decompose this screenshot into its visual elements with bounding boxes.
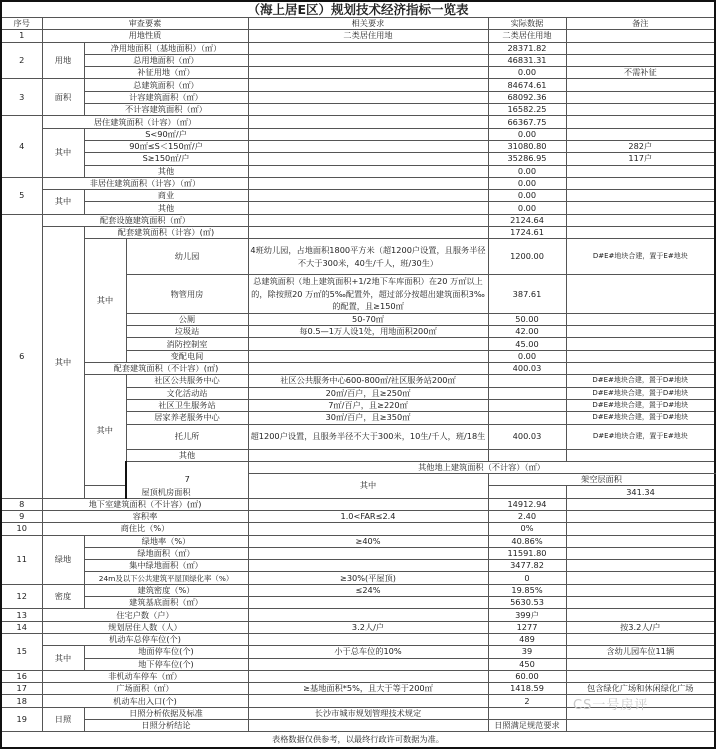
row-remark	[566, 54, 715, 66]
row-subgroup: 其中	[84, 239, 126, 363]
table-row	[1, 190, 715, 202]
row-req	[248, 350, 488, 362]
row-remark: 按3.2人/户	[566, 621, 715, 633]
row-actual: 0.00	[488, 165, 566, 177]
row-remark	[566, 177, 715, 189]
row-item: 90㎡≤S＜150㎡/户	[84, 140, 248, 152]
row-item: 物管用房	[126, 275, 248, 314]
row-actual: 0.00	[488, 177, 566, 189]
row-actual: 5630.53	[488, 597, 566, 609]
table-row	[1, 363, 715, 375]
row-item: 绿地率（%）	[84, 535, 248, 547]
header-no: 序号	[1, 18, 42, 30]
row-no: 11	[1, 535, 42, 584]
row-req	[248, 720, 488, 732]
row-actual: 16582.25	[488, 104, 566, 116]
row-actual: 11591.80	[488, 547, 566, 559]
table-row	[1, 375, 715, 387]
table-row	[1, 511, 715, 523]
row-req	[248, 214, 488, 226]
row-actual: 0.00	[488, 190, 566, 202]
row-remark	[566, 104, 715, 116]
row-item: 配套建筑面积（计容）(㎡)	[84, 227, 248, 239]
table-row	[1, 670, 715, 682]
row-remark	[566, 363, 715, 375]
table-row	[1, 116, 715, 128]
row-req	[248, 523, 488, 535]
row-group: 其中	[42, 190, 84, 215]
row-remark	[566, 275, 715, 314]
row-req	[248, 190, 488, 202]
row-req	[248, 560, 488, 572]
row-no: 19	[1, 707, 42, 732]
row-remark	[566, 91, 715, 103]
row-req: 超1200户设置，且服务半径不大于300米，10生/千人，班/18生	[248, 424, 488, 449]
row-req: 长沙市城市规划管理技术规定	[248, 707, 488, 719]
header-item: 审查要素	[42, 18, 248, 30]
row-group: 面积	[42, 79, 84, 116]
row-item: 屋顶机房面积	[84, 486, 248, 498]
row-item: 其他	[126, 449, 248, 461]
row-remark	[566, 214, 715, 226]
row-no: 1	[1, 30, 42, 42]
row-item: 社区公共服务中心	[126, 375, 248, 387]
row-item: 文化活动站	[126, 387, 248, 399]
row-remark: 包含绿化广场和休闲绿化广场	[566, 683, 715, 695]
row-no: 18	[1, 695, 42, 707]
row-req: 7㎡/百户，且≥220㎡	[248, 399, 488, 411]
table-row	[1, 227, 715, 239]
row-actual: 28371.82	[488, 42, 566, 54]
table-row	[1, 153, 715, 165]
row-req: 3.2人/户	[248, 621, 488, 633]
row-actual: 0.00	[488, 202, 566, 214]
row-item: 配套建筑面积（不计容）(㎡)	[84, 363, 248, 375]
row-item: 垃圾站	[126, 326, 248, 338]
row-group: 日照	[42, 707, 84, 732]
row-remark: D#E#地块合建，置于D#地块	[566, 387, 715, 399]
row-req: 4班幼儿园，占地面积1800平方米（超1200户设置，且服务半径不大于300米，40生/千人，班/30生）	[248, 239, 488, 275]
row-actual: 2.40	[488, 511, 566, 523]
row-req	[488, 486, 566, 498]
row-req: ≥基地面积*5%，且大于等于200㎡	[248, 683, 488, 695]
row-item: S<90㎡/户	[84, 128, 248, 140]
row-req: 每0.5—1万人设1处，用地面积200㎡	[248, 326, 488, 338]
row-item: 社区卫生服务站	[126, 399, 248, 411]
row-no: 16	[1, 670, 42, 682]
row-actual: 341.34	[566, 486, 715, 498]
row-no: 4	[1, 116, 42, 177]
row-actual: 14912.94	[488, 498, 566, 510]
row-no: 2	[1, 42, 42, 79]
footer-note: 表格数据仅供参考，以最终行政许可数据为准。	[1, 732, 715, 749]
row-req	[248, 633, 488, 645]
row-no: 10	[1, 523, 42, 535]
row-remark	[566, 584, 715, 596]
row-remark	[566, 449, 715, 461]
row-req	[248, 165, 488, 177]
row-remark	[566, 42, 715, 54]
row-req: 30㎡/百户，且≥350㎡	[248, 412, 488, 424]
row-remark	[566, 720, 715, 732]
row-req	[248, 227, 488, 239]
table-row	[1, 584, 715, 596]
row-actual: 日照满足规范要求	[488, 720, 566, 732]
table-row	[1, 79, 715, 91]
row-remark	[566, 597, 715, 609]
table-row	[1, 128, 715, 140]
row-remark	[566, 658, 715, 670]
row-actual	[488, 399, 566, 411]
row-req	[248, 67, 488, 79]
row-actual: 3477.82	[488, 560, 566, 572]
row-item: 规划居住人数（人）	[42, 621, 248, 633]
row-actual: 387.61	[488, 275, 566, 314]
row-remark	[566, 79, 715, 91]
row-remark	[566, 560, 715, 572]
row-item: 总用地面积（㎡）	[84, 54, 248, 66]
table-row	[1, 91, 715, 103]
row-item: 容积率	[42, 511, 248, 523]
row-actual: 0.00	[488, 128, 566, 140]
row-item: 绿地面积（㎡）	[84, 547, 248, 559]
row-actual: 2124.64	[488, 214, 566, 226]
row-actual: 35286.95	[488, 153, 566, 165]
table-row	[1, 646, 715, 658]
row-remark: 117户	[566, 153, 715, 165]
watermark: CS一号房评	[573, 698, 649, 713]
table-row	[1, 54, 715, 66]
row-item: 公厕	[126, 313, 248, 325]
row-actual: 400.03	[488, 363, 566, 375]
table-title: （海上居E区）规划技术经济指标一览表	[1, 1, 715, 18]
table-row	[1, 42, 715, 54]
row-req	[248, 449, 488, 461]
row-actual: 450	[488, 658, 566, 670]
row-req	[248, 140, 488, 152]
row-remark	[566, 326, 715, 338]
table-row	[1, 202, 715, 214]
table-row	[1, 597, 715, 609]
row-group: 其中	[248, 474, 488, 499]
row-no: 17	[1, 683, 42, 695]
row-remark: D#E#地块合建，置于E#地块	[566, 424, 715, 449]
row-remark	[566, 116, 715, 128]
row-req	[248, 363, 488, 375]
table-row	[1, 214, 715, 226]
row-item: 集中绿地面积（㎡）	[84, 560, 248, 572]
row-item: 地面停车位(个)	[84, 646, 248, 658]
row-remark: D#E#地块合建，置于D#地块	[566, 399, 715, 411]
row-item: 净用地面积（基地面积）（㎡）	[84, 42, 248, 54]
row-actual: 19.85%	[488, 584, 566, 596]
row-remark: 不需补征	[566, 67, 715, 79]
row-remark	[566, 535, 715, 547]
table-row	[1, 572, 715, 584]
table-row	[1, 140, 715, 152]
row-remark	[566, 670, 715, 682]
row-req	[248, 104, 488, 116]
row-remark	[566, 609, 715, 621]
header-actual: 实际数据	[488, 18, 566, 30]
row-group: 其中	[42, 128, 84, 177]
row-group: 绿地	[42, 535, 84, 584]
row-no: 12	[1, 584, 42, 609]
row-req	[248, 202, 488, 214]
table-row	[1, 621, 715, 633]
row-remark	[566, 202, 715, 214]
row-item: 建筑基底面积（㎡）	[84, 597, 248, 609]
row-req: 20㎡/百户，且≥250㎡	[248, 387, 488, 399]
row-item: 其他	[84, 202, 248, 214]
row-no: 8	[1, 498, 42, 510]
row-actual: 45.00	[488, 338, 566, 350]
row-req	[248, 91, 488, 103]
row-item: 计容建筑面积（㎡）	[84, 91, 248, 103]
row-actual: 1200.00	[488, 239, 566, 275]
row-req: 总建筑面积（地上建筑面积+1/2地下车库面积）在20 万㎡以上的，除按照20 万㎡的5‰配置外，超过部分按超出建筑面积3‰的配置，且≥150㎡	[248, 275, 488, 314]
row-item: 其他	[84, 165, 248, 177]
row-item: 居住建筑面积（计容）（㎡）	[42, 116, 248, 128]
row-actual: 50.00	[488, 313, 566, 325]
row-req: 社区公共服务中心600-800㎡/社区服务站200㎡	[248, 375, 488, 387]
row-actual: 489	[488, 633, 566, 645]
table-row	[1, 104, 715, 116]
row-group: 其中	[42, 646, 84, 671]
row-actual: 39	[488, 646, 566, 658]
row-req	[248, 670, 488, 682]
row-item: 配套设施建筑面积（㎡）	[42, 214, 248, 226]
row-req: ≤24%	[248, 584, 488, 596]
row-actual: 0.00	[488, 67, 566, 79]
row-remark: D#E#地块合建，置于D#地块	[566, 375, 715, 387]
row-no: 14	[1, 621, 42, 633]
row-actual: 40.86%	[488, 535, 566, 547]
row-actual: 84674.61	[488, 79, 566, 91]
row-remark: D#E#地块合建，置于E#地块	[566, 239, 715, 275]
row-actual: 66367.75	[488, 116, 566, 128]
row-req	[248, 498, 488, 510]
row-item: 商住比（%）	[42, 523, 248, 535]
table-row	[1, 535, 715, 547]
row-remark	[566, 190, 715, 202]
row-actual: 399户	[488, 609, 566, 621]
row-actual	[488, 375, 566, 387]
row-actual: 1277	[488, 621, 566, 633]
row-actual: 二类居住用地	[488, 30, 566, 42]
row-remark	[566, 633, 715, 645]
row-actual	[488, 449, 566, 461]
row-remark: 含幼儿园车位11辆	[566, 646, 715, 658]
row-item: 广场面积（㎡）	[42, 683, 248, 695]
row-actual: 2	[488, 695, 566, 707]
row-item: 补征用地（㎡）	[84, 67, 248, 79]
row-no: 7	[126, 461, 248, 498]
row-actual	[488, 412, 566, 424]
row-actual: 42.00	[488, 326, 566, 338]
row-req	[248, 177, 488, 189]
row-actual: 1418.59	[488, 683, 566, 695]
row-actual: 0.00	[488, 350, 566, 362]
row-req: 1.0<FAR≤2.4	[248, 511, 488, 523]
table-row	[1, 498, 715, 510]
header-remark: 备注	[566, 18, 715, 30]
row-remark	[566, 227, 715, 239]
row-item: 建筑密度（%）	[84, 584, 248, 596]
table-row	[1, 609, 715, 621]
row-item: 变配电间	[126, 350, 248, 362]
row-remark: D#E#地块合建，置于D#地块	[566, 412, 715, 424]
row-actual: 68092.36	[488, 91, 566, 103]
table-row	[1, 165, 715, 177]
row-req: 小于总车位的10%	[248, 646, 488, 658]
row-no: 3	[1, 79, 42, 116]
row-req: 二类居住用地	[248, 30, 488, 42]
table-row	[1, 239, 715, 275]
row-actual: 0%	[488, 523, 566, 535]
row-item: 用地性质	[42, 30, 248, 42]
row-actual: 60.00	[488, 670, 566, 682]
table-row	[1, 633, 715, 645]
row-req	[248, 658, 488, 670]
row-actual: 0	[488, 572, 566, 584]
row-remark	[566, 498, 715, 510]
row-item: 非机动车停车（㎡）	[42, 670, 248, 682]
row-remark	[566, 30, 715, 42]
title-row	[1, 1, 715, 18]
row-item: S≥150㎡/户	[84, 153, 248, 165]
row-item: 地下室建筑面积（不计容）(㎡)	[42, 498, 248, 510]
table-row	[1, 560, 715, 572]
table-row	[1, 658, 715, 670]
row-item: 地下停车位(个)	[84, 658, 248, 670]
table-row	[1, 720, 715, 732]
table-row	[1, 523, 715, 535]
row-remark	[566, 547, 715, 559]
row-no: 5	[1, 177, 42, 214]
row-req	[248, 128, 488, 140]
table-row	[1, 177, 715, 189]
row-no: 15	[1, 633, 42, 670]
row-req	[248, 79, 488, 91]
row-req	[248, 547, 488, 559]
row-actual	[488, 387, 566, 399]
row-item: 非居住建筑面积（计容）（㎡）	[42, 177, 248, 189]
row-req	[248, 609, 488, 621]
row-item: 商业	[84, 190, 248, 202]
row-item: 居家养老服务中心	[126, 412, 248, 424]
row-remark	[566, 511, 715, 523]
row-item: 机动车出入口(个)	[42, 695, 248, 707]
row-item: 架空层面积	[488, 474, 715, 486]
row-actual	[488, 707, 566, 719]
row-req	[248, 153, 488, 165]
row-item: 住宅户数（户）	[42, 609, 248, 621]
row-group: 密度	[42, 584, 84, 609]
row-remark	[566, 523, 715, 535]
row-req: ≥30%(平屋顶)	[248, 572, 488, 584]
row-req	[248, 42, 488, 54]
header-row	[1, 18, 715, 30]
row-item: 日照分析依据及标准	[84, 707, 248, 719]
row-item: 幼儿园	[126, 239, 248, 275]
row-actual: 46831.31	[488, 54, 566, 66]
row-group: 用地	[42, 42, 84, 79]
footer-row	[1, 732, 715, 749]
row-req	[248, 54, 488, 66]
row-remark	[566, 572, 715, 584]
row-req	[248, 695, 488, 707]
row-no: 9	[1, 511, 42, 523]
row-req: 50-70㎡	[248, 313, 488, 325]
row-remark	[566, 338, 715, 350]
row-item: 24m及以下公共建筑平屋顶绿化率（%）	[84, 572, 248, 584]
row-item: 托儿所	[126, 424, 248, 449]
row-actual: 400.03	[488, 424, 566, 449]
row-actual: 31080.80	[488, 140, 566, 152]
row-item: 日照分析结论	[84, 720, 248, 732]
table-row	[1, 547, 715, 559]
table-row	[1, 67, 715, 79]
row-req	[248, 597, 488, 609]
row-no: 6	[1, 214, 42, 498]
row-item: 消防控制室	[126, 338, 248, 350]
row-remark	[566, 128, 715, 140]
row-group: 其中	[42, 227, 84, 499]
row-remark	[566, 350, 715, 362]
row-remark: 282户	[566, 140, 715, 152]
table-row	[1, 30, 715, 42]
row-remark	[566, 165, 715, 177]
row-item: 不计容建筑面积（㎡）	[84, 104, 248, 116]
row-req: ≥40%	[248, 535, 488, 547]
row-remark	[566, 313, 715, 325]
row-req	[248, 338, 488, 350]
header-req: 相关要求	[248, 18, 488, 30]
row-item: 其他地上建筑面积（不计容）（㎡）	[248, 461, 715, 473]
row-no: 13	[1, 609, 42, 621]
row-item: 总建筑面积（㎡）	[84, 79, 248, 91]
row-req	[248, 116, 488, 128]
row-subgroup: 其中	[84, 375, 126, 486]
row-item: 机动车总停车位(个)	[42, 633, 248, 645]
row-actual: 1724.61	[488, 227, 566, 239]
